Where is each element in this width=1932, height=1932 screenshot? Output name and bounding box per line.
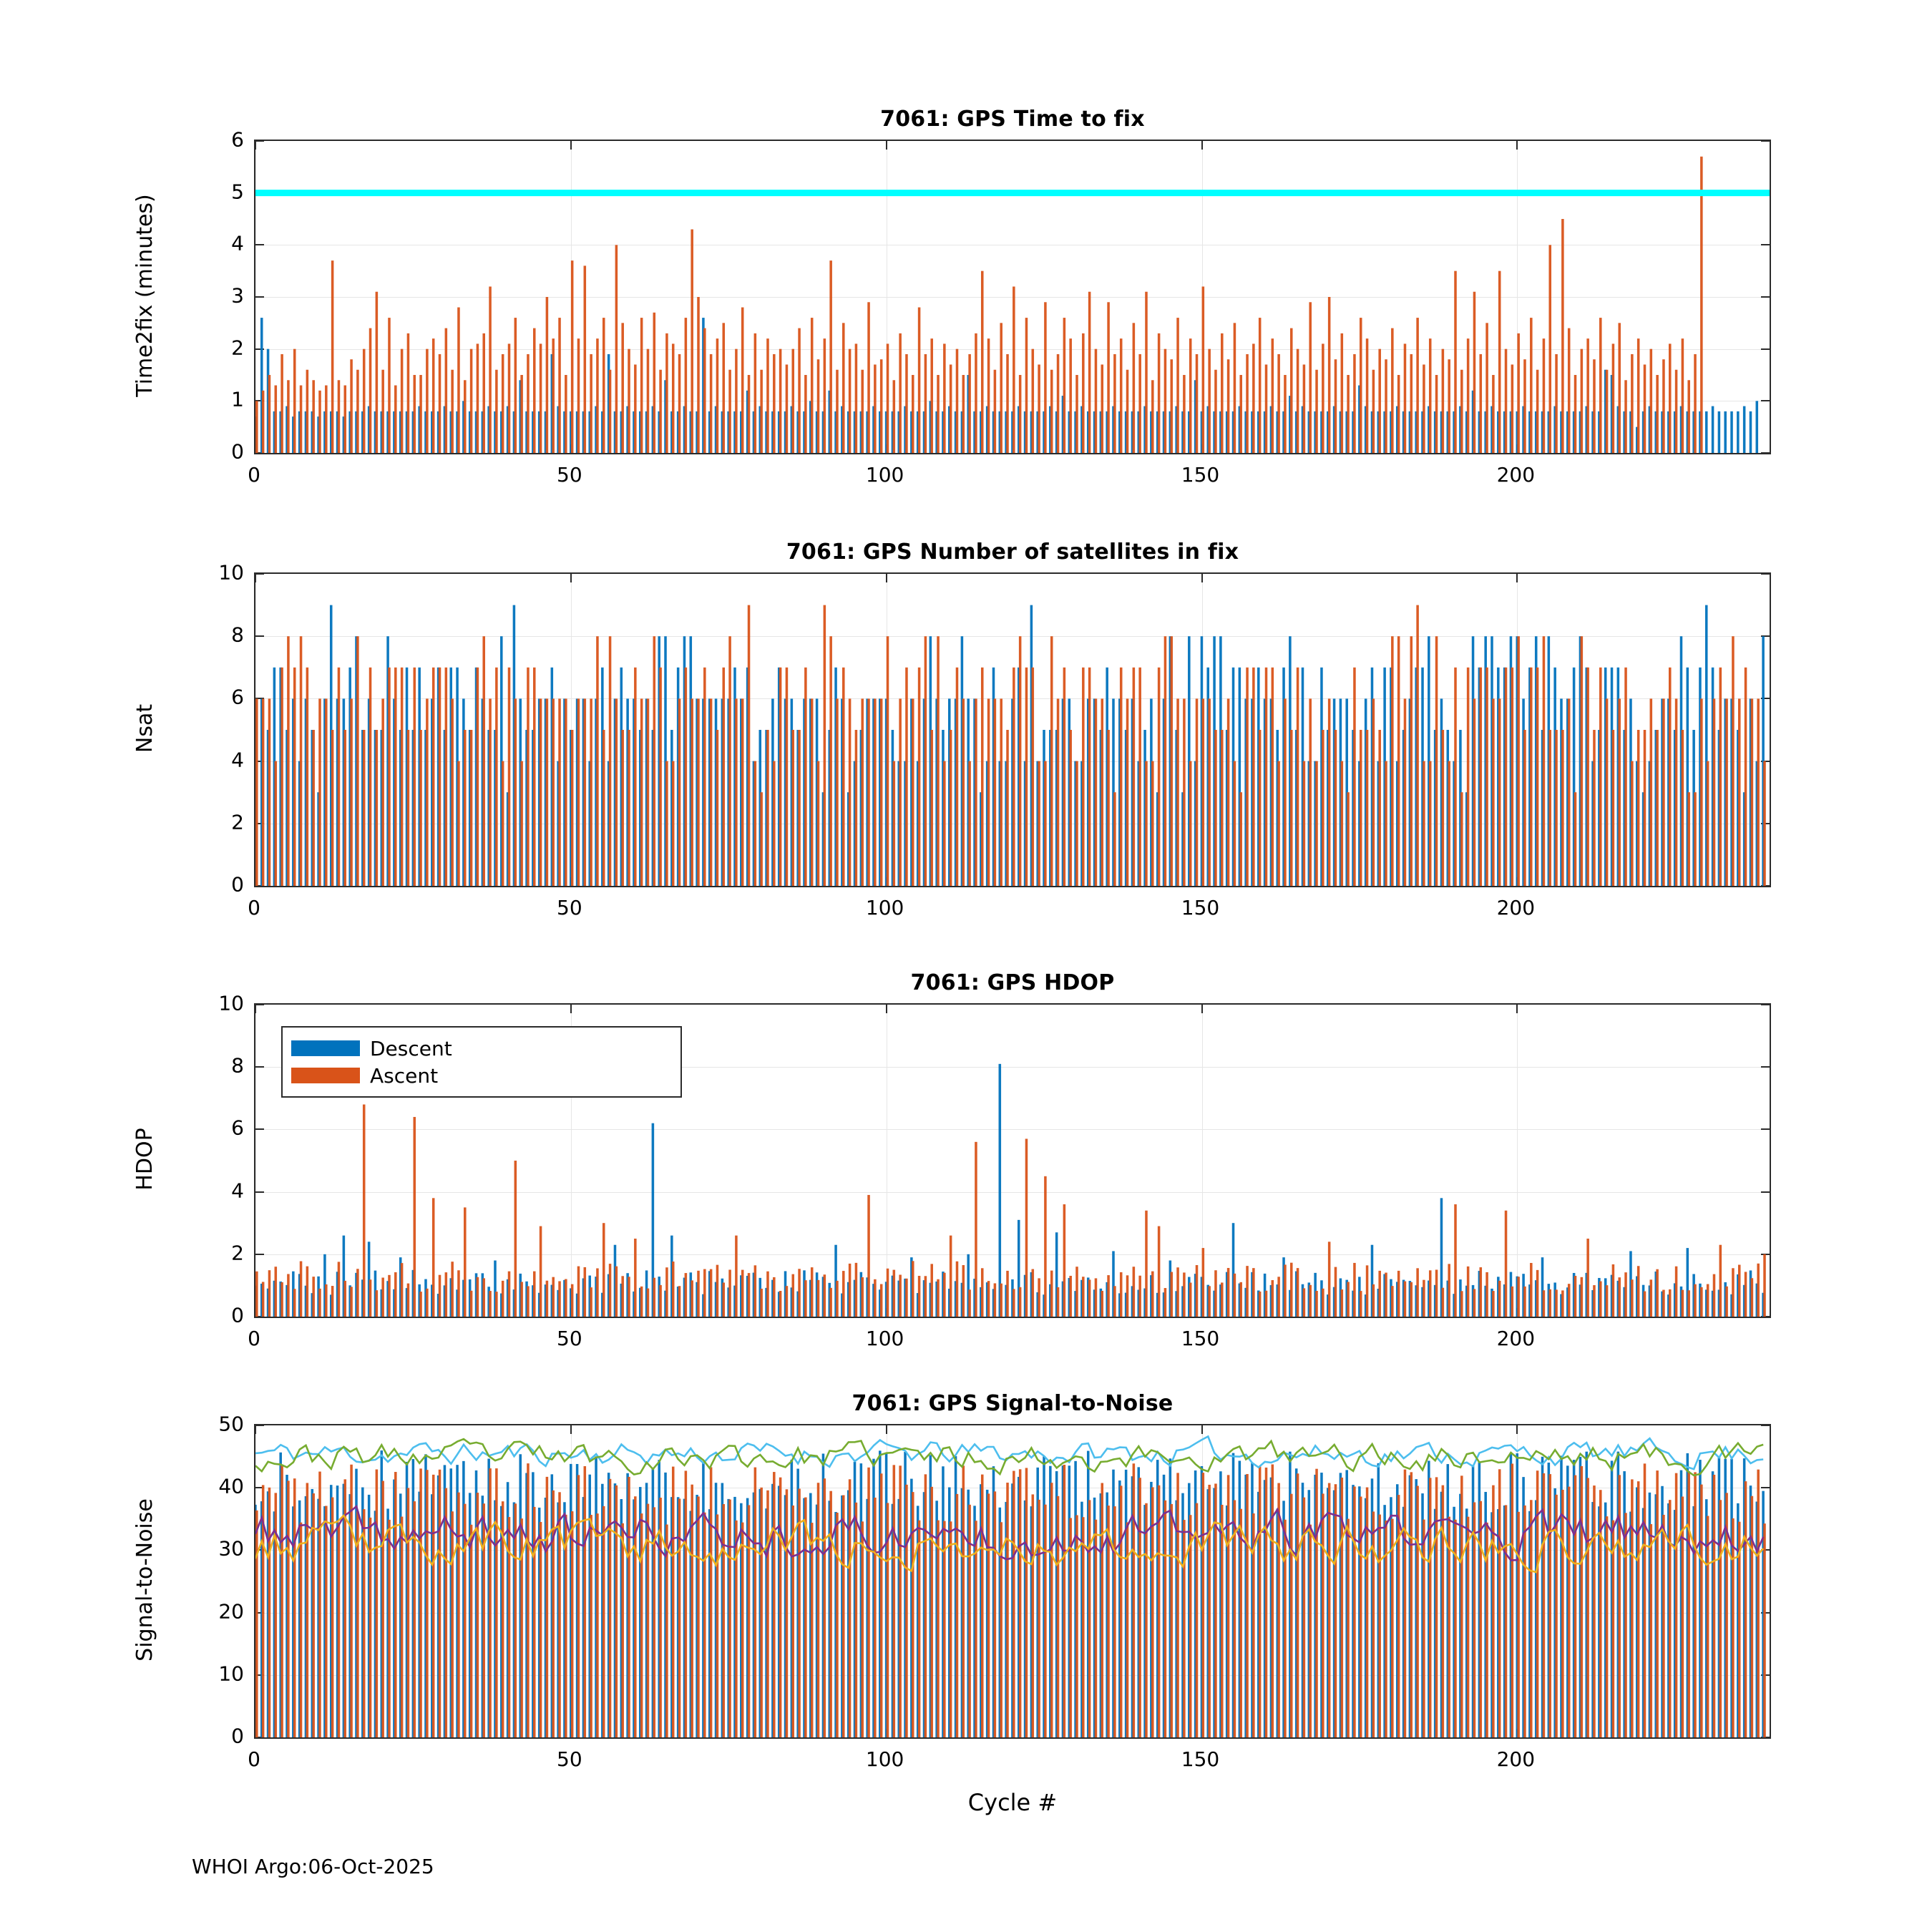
y-tick-label: 8 (231, 623, 244, 647)
legend-label-ascent: Ascent (370, 1063, 439, 1088)
legend-hdop (281, 1026, 682, 1098)
x-tick-label: 100 (865, 1747, 904, 1771)
x-tick-label: 100 (865, 1327, 904, 1350)
x-tick-label: 200 (1496, 1327, 1536, 1350)
y-axis-label-nsat: Nsat (132, 703, 157, 753)
y-tick-label: 10 (218, 991, 244, 1015)
y-tick-label: 5 (231, 180, 244, 204)
x-tick-label: 150 (1181, 1747, 1220, 1771)
x-tick-label: 50 (557, 1327, 582, 1350)
series-layer (255, 141, 1770, 453)
legend-row-descent (291, 1035, 669, 1062)
x-tick-label: 150 (1181, 463, 1220, 487)
y-axis-label-hdop: HDOP (132, 1128, 157, 1191)
y-axis-label-time-to-fix: Time2fix (minutes) (132, 194, 157, 397)
y-tick-label: 4 (231, 1179, 244, 1203)
series-layer (255, 574, 1770, 886)
y-tick-label: 0 (231, 439, 244, 464)
x-tick-label: 0 (248, 463, 260, 487)
y-tick-label: 30 (218, 1536, 244, 1561)
x-tick-label: 0 (248, 1327, 260, 1350)
y-tick-label: 20 (218, 1599, 244, 1624)
y-tick-label: 2 (231, 336, 244, 360)
x-tick-label: 200 (1496, 1747, 1536, 1771)
panel-title-time-to-fix: 7061: GPS Time to fix (880, 107, 1145, 132)
legend-swatch-descent (291, 1040, 360, 1056)
x-tick-label: 200 (1496, 463, 1536, 487)
x-tick-label: 200 (1496, 896, 1536, 919)
y-tick-label: 0 (231, 1724, 244, 1748)
x-tick-label: 50 (557, 463, 582, 487)
x-tick-label: 150 (1181, 896, 1220, 919)
footer-credit: WHOI Argo:06-Oct-2025 (192, 1855, 434, 1878)
y-tick-label: 6 (231, 685, 244, 709)
x-tick-label: 100 (865, 463, 904, 487)
y-tick-label: 10 (218, 1662, 244, 1686)
snr-trace (255, 1437, 1763, 1470)
y-tick-label: 4 (231, 231, 244, 255)
plot-area-nsat (254, 572, 1771, 887)
x-tick-label: 150 (1181, 1327, 1220, 1350)
x-tick-label: 100 (865, 896, 904, 919)
x-axis-label: Cycle # (967, 1789, 1058, 1816)
y-tick-label: 50 (218, 1412, 244, 1436)
panel-nsat (132, 540, 1771, 919)
legend-row-ascent (291, 1062, 669, 1089)
y-tick-label: 6 (231, 1116, 244, 1140)
y-tick-label: 0 (231, 872, 244, 897)
y-tick-label: 3 (231, 283, 244, 308)
x-tick-label: 50 (557, 896, 582, 919)
y-tick-label: 10 (218, 560, 244, 585)
x-tick-label: 0 (248, 896, 260, 919)
y-axis-label-snr: Signal-to-Noise (132, 1498, 157, 1662)
panel-title-snr: 7061: GPS Signal-to-Noise (852, 1391, 1174, 1416)
x-tick-label: 0 (248, 1747, 260, 1771)
panel-title-nsat: 7061: GPS Number of satellites in fix (786, 540, 1239, 565)
legend-label-descent: Descent (370, 1036, 452, 1060)
legend-swatch-ascent (291, 1068, 360, 1083)
panel-time-to-fix (132, 107, 1771, 487)
y-tick-label: 8 (231, 1053, 244, 1078)
x-tick-label: 50 (557, 1747, 582, 1771)
plot-area-time-to-fix (254, 140, 1771, 454)
y-tick-label: 6 (231, 127, 244, 152)
snr-trace (255, 1439, 1763, 1475)
y-tick-label: 40 (218, 1474, 244, 1498)
y-tick-label: 1 (231, 387, 244, 411)
panel-hdop (132, 970, 1771, 1350)
series-layer (255, 1425, 1770, 1737)
y-tick-label: 2 (231, 1241, 244, 1265)
y-tick-label: 0 (231, 1303, 244, 1327)
panel-title-hdop: 7061: GPS HDOP (910, 970, 1115, 995)
y-tick-label: 2 (231, 810, 244, 834)
plot-area-snr (254, 1424, 1771, 1739)
y-tick-label: 4 (231, 748, 244, 772)
panel-snr (132, 1391, 1771, 1771)
